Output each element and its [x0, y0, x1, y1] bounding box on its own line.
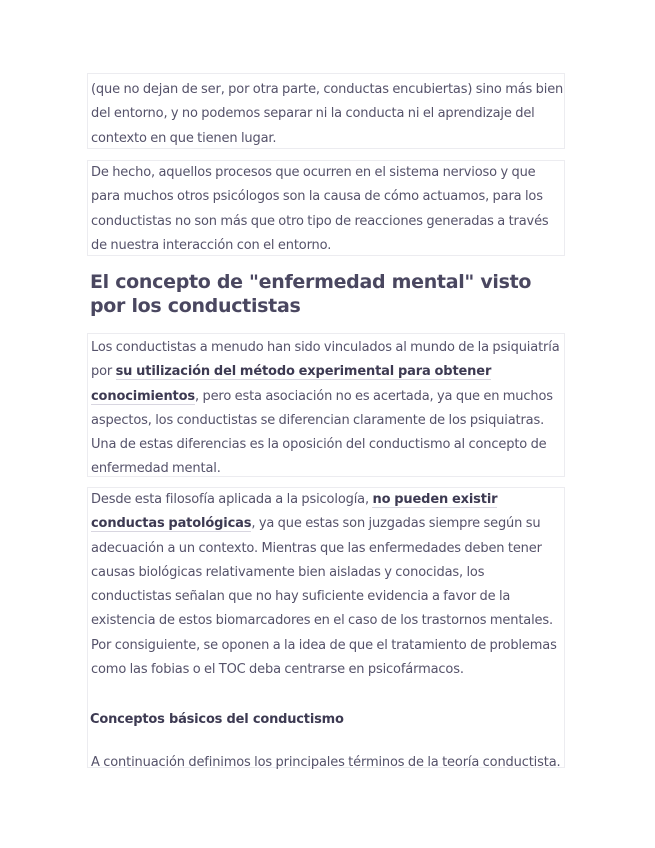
paragraph-text-before: Desde esta filosofía aplicada a la psicología,: [91, 492, 373, 507]
paragraph-nervous-system: De hecho, aquellos procesos que ocurren en el sistema nervioso y que para muchos otros psicólogos son la causa de cómo actuamos, para los conductistas no son más que otro tipo de reacciones generadas a través de nuestra interacción con el entorno.: [91, 165, 549, 253]
paragraph-text-before: Los conductistas a menudo han sido vinculados al mundo de la psiquiatría por: [91, 340, 560, 380]
paragraph-pathology: [91, 488, 564, 682]
subsection-heading: Conceptos básicos del conductismo: [90, 712, 344, 727]
paragraph-text-after: , pero esta asociación no es acertada, ya que en muchos aspectos, los conductistas se diferencian claramente de los psiquiatras. Una de estas diferencias es la oposición del conductismo al concepto de enfermedad mental.: [91, 388, 553, 477]
section-heading: El concepto de "enfermedad mental" visto por los conductistas: [90, 271, 532, 317]
paragraph-text-after: , ya que estas son juzgadas siempre según su adecuación a un contexto. Mientras que las enfermedades deben tener causas biológicas relativamente bien aisladas y conocidas, los conductistas señalan que no hay suficiente evidencia a favor de la existencia de estos biomarcadores en el caso de los trastornos mentales. Por consiguiente, se oponen a la idea de que el tratamiento de problemas como las fobias o el TOC deba centrarse en psicofármacos.: [91, 516, 557, 678]
paragraph-intro-terms: A continuación definimos los principales términos de la teoría conductista.: [91, 755, 561, 771]
paragraph-block-1: [87, 73, 565, 149]
paragraph-psychiatry: [91, 336, 564, 482]
highlight-pathological-behaviors: no pueden existir conductas patológicas: [91, 492, 498, 532]
paragraph-block-2: [87, 160, 565, 256]
highlight-experimental-method: su utilización del método experimental para obtener conocimientos: [91, 364, 492, 404]
paragraph-block-3: [87, 333, 565, 477]
paragraph-context: (que no dejan de ser, por otra parte, conductas encubiertas) sino más bien del entorno, y no podemos separar ni la conducta ni el aprendizaje del contexto en que tienen lugar.: [91, 82, 564, 146]
